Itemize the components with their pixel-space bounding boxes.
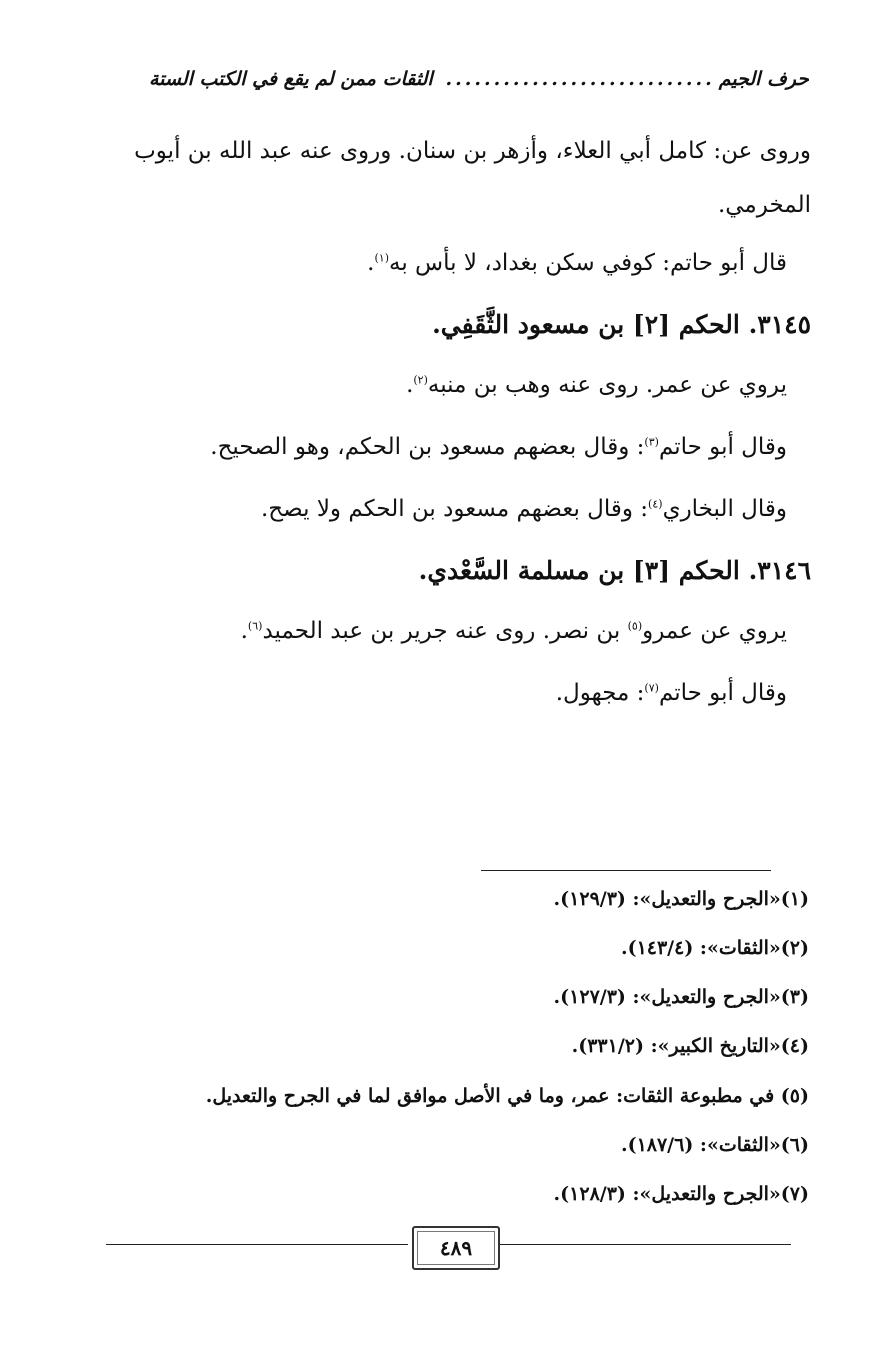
- footnote-ref[interactable]: (٦): [247, 619, 263, 633]
- footnote-ref[interactable]: (٥): [627, 619, 643, 633]
- running-header: [149, 68, 809, 90]
- footnote: (٢)«الثقات»: (١٤٣/٤).: [620, 937, 809, 959]
- footnote: (٦)«الثقات»: (١٨٧/٦).: [620, 1134, 809, 1156]
- footnote-ref[interactable]: (١): [374, 251, 389, 265]
- footer-rule: [497, 1244, 791, 1245]
- footnote-ref[interactable]: (٧): [644, 681, 659, 695]
- text-line: وروى عن: كامل أبي العلاء، وأزهر بن سنان. وروى عنه عبد الله بن أيوب: [134, 138, 811, 164]
- text-line: يروي عن عمر. روى عنه وهب بن منبه$^{(٢)}$.: [406, 372, 787, 398]
- header-chapter: حرف الجيم: [718, 68, 809, 90]
- header-book-title: الثقات ممن لم يقع في الكتب الستة: [149, 68, 433, 90]
- text-line: وقال أبو حاتم$^{(٧)}$: مجهول.: [555, 680, 787, 706]
- text-line: المخرمي.: [717, 192, 811, 218]
- entry-heading: ٣١٤٦. الحكم [٣] بن مسلمة السَّعْدي.: [418, 556, 811, 585]
- text-line: وقال البخاري$^{(٤)}$: وقال بعضهم مسعود بن الحكم ولا يصح.: [261, 496, 787, 522]
- footnote: (٤)«التاريخ الكبير»: (٣٣١/٢).: [571, 1035, 809, 1057]
- header-dots: ............................: [445, 68, 715, 90]
- footnote-separator: [481, 870, 771, 871]
- page-number: ٤٨٩: [412, 1226, 500, 1270]
- footnote-ref[interactable]: (٤): [648, 497, 663, 511]
- text-line: يروي عن عمرو$^{(٥)}$ بن نصر. روى عنه جرير بن عبد الحميد$^{(٦)}$.: [240, 618, 787, 644]
- footnote-ref[interactable]: (٣): [644, 435, 659, 449]
- footnote: (٣)«الجرح والتعديل»: (١٢٧/٣).: [553, 986, 809, 1008]
- footer-rule: [106, 1244, 408, 1245]
- entry-heading: ٣١٤٥. الحكم [٢] بن مسعود الثَّقَفِي.: [432, 310, 811, 339]
- footnote: (٥) في مطبوعة الثقات: عمر، وما في الأصل موافق لما في الجرح والتعديل.: [205, 1085, 809, 1107]
- footnote-ref[interactable]: (٢): [413, 373, 428, 387]
- text-line: قال أبو حاتم: كوفي سكن بغداد، لا بأس به$^{(١)}$.: [367, 250, 787, 276]
- text-line: وقال أبو حاتم$^{(٣)}$: وقال بعضهم مسعود بن الحكم، وهو الصحيح.: [210, 434, 787, 460]
- footnote: (١)«الجرح والتعديل»: (١٢٩/٣).: [553, 888, 809, 910]
- footnote: (٧)«الجرح والتعديل»: (١٢٨/٣).: [553, 1183, 809, 1205]
